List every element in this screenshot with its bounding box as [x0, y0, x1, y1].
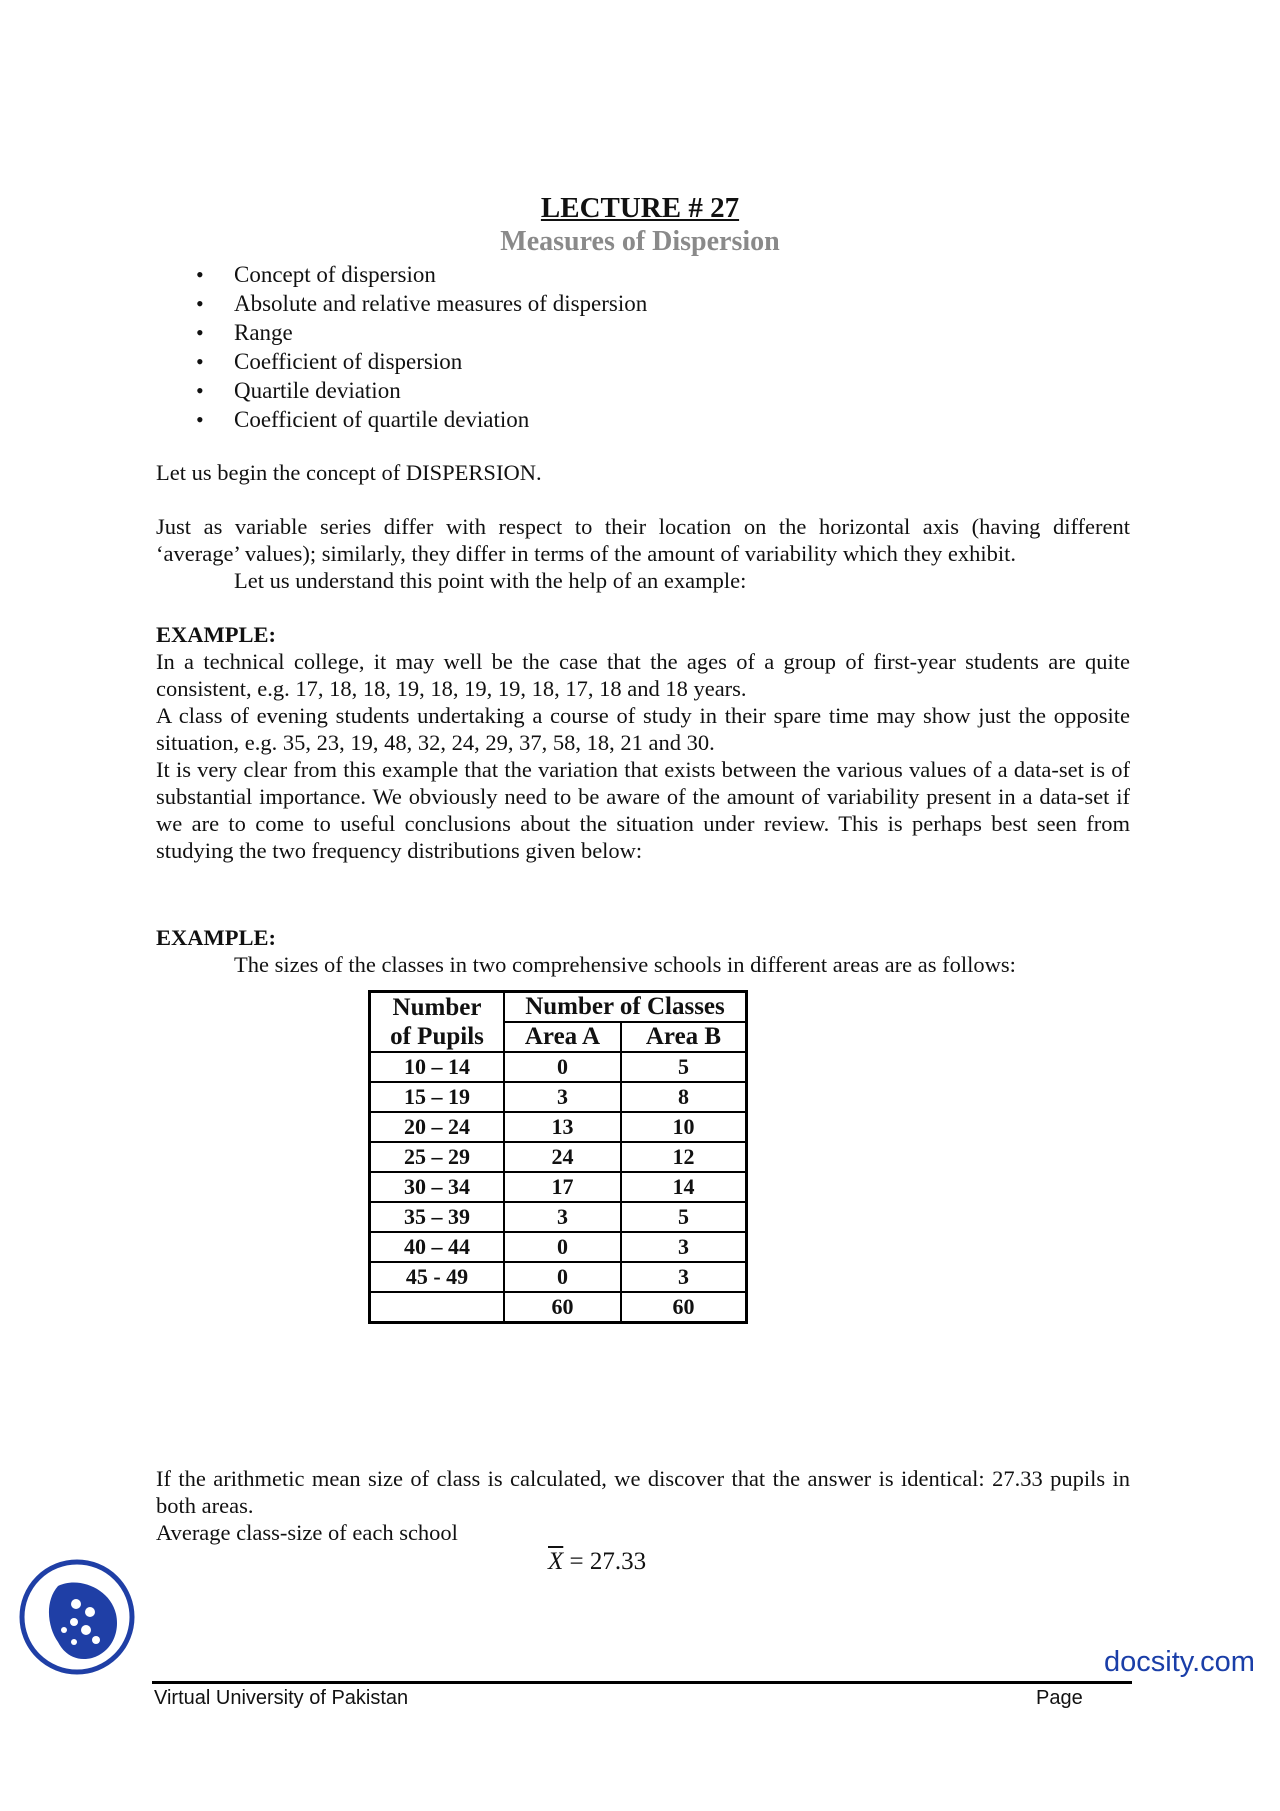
x-bar-symbol: $\overline{X}$	[548, 1548, 564, 1575]
table-cell-a: 13	[504, 1112, 621, 1142]
table-row	[370, 1112, 747, 1142]
intro-paragraph: Let us begin the concept of DISPERSION.	[156, 460, 542, 485]
table-header-area-b: Area B	[621, 1022, 747, 1052]
table-cell-b: 5	[621, 1052, 747, 1082]
formula-value: = 27.33	[569, 1548, 647, 1575]
table-cell-b: 14	[621, 1172, 747, 1202]
table-cell-range: 20 – 24	[370, 1112, 505, 1142]
table-row	[370, 1262, 747, 1292]
example-text: The sizes of the classes in two comprehensive schools in different areas are as follows:	[234, 952, 1016, 977]
table-cell-total-label	[370, 1292, 505, 1323]
list-item: • Concept of dispersion	[196, 260, 647, 289]
example-heading: EXAMPLE:	[156, 925, 276, 950]
table-total-row	[370, 1292, 747, 1323]
table-cell-a: 3	[504, 1202, 621, 1232]
table-cell-range: 15 – 19	[370, 1082, 505, 1112]
table-cell-range: 40 – 44	[370, 1232, 505, 1262]
table-row	[370, 1082, 747, 1112]
frequency-table	[368, 990, 748, 1324]
example-heading: EXAMPLE:	[156, 622, 276, 647]
table-cell-range: 25 – 29	[370, 1142, 505, 1172]
table-cell-a: 3	[504, 1082, 621, 1112]
table-row	[370, 1052, 747, 1082]
table-cell-a: 0	[504, 1232, 621, 1262]
topic-list	[196, 260, 647, 434]
table-header-area-a: Area A	[504, 1022, 621, 1052]
list-item: • Absolute and relative measures of dispersion	[196, 289, 647, 318]
mean-formula	[548, 1548, 646, 1576]
paragraph-line: Just as variable series differ with respect to their location on the horizontal axis (having different	[156, 514, 1130, 539]
header-line: Number	[392, 994, 482, 1021]
table-cell-b: 8	[621, 1082, 747, 1112]
table-cell-b: 10	[621, 1112, 747, 1142]
footer-left-text: Virtual University of Pakistan	[154, 1687, 409, 1709]
list-item: • Coefficient of quartile deviation	[196, 405, 647, 434]
footer-divider	[152, 1681, 1132, 1684]
header-line: of Pupils	[390, 1023, 484, 1050]
table-row	[370, 1232, 747, 1262]
table-cell-range: 45 - 49	[370, 1262, 505, 1292]
table-header-classes: Number of Classes	[504, 992, 747, 1023]
table-cell-a: 24	[504, 1142, 621, 1172]
table-cell-a: 0	[504, 1052, 621, 1082]
example-1	[156, 621, 1130, 864]
conclusion-paragraph	[156, 1465, 1130, 1546]
university-logo-icon	[18, 1558, 136, 1676]
table-cell-range: 35 – 39	[370, 1202, 505, 1232]
table-cell-b: 3	[621, 1262, 747, 1292]
example-text: In a technical college, it may well be the case that the ages of a group of first-year students are quite consistent, e.g. 17, 18, 18, 19, 18, 19, 19, 18, 17, 18 and 18 years.	[156, 649, 1130, 701]
table-cell-a: 17	[504, 1172, 621, 1202]
list-item: • Range	[196, 318, 647, 347]
example-text: It is very clear from this example that the variation that exists between the various values of a data-set is of substantial importance. We obviously need to be aware of the amount of variability present in a data-set if we are to come to useful conclusions about the situation under review. This is perhaps best seen from studying the two frequency distributions given below:	[156, 757, 1130, 863]
lecture-subtitle: Measures of Dispersion	[500, 226, 780, 257]
paragraph-line: ‘average’ values); similarly, they differ in terms of the amount of variability which they exhibit.	[156, 541, 1016, 566]
average-label: Average class-size of each school	[156, 1520, 458, 1545]
table-cell-total-a: 60	[504, 1292, 621, 1323]
conclusion-text: If the arithmetic mean size of class is calculated, we discover that the answer is identical: 27.33 pupils in both areas.	[156, 1466, 1130, 1518]
paragraph-line: Let us understand this point with the help of an example:	[234, 568, 747, 593]
table-cell-total-b: 60	[621, 1292, 747, 1323]
table-row	[370, 1142, 747, 1172]
table-row	[370, 1172, 747, 1202]
table-header-pupils	[370, 992, 505, 1053]
variability-paragraph	[156, 513, 1130, 594]
list-item: • Quartile deviation	[196, 376, 647, 405]
table-cell-range: 30 – 34	[370, 1172, 505, 1202]
table-cell-range: 10 – 14	[370, 1052, 505, 1082]
example-text: A class of evening students undertaking a course of study in their spare time may show just the opposite situation, e.g. 35, 23, 19, 48, 32, 24, 29, 37, 58, 18, 21 and 30.	[156, 703, 1130, 755]
table-cell-b: 5	[621, 1202, 747, 1232]
footer-page-label: Page	[1036, 1687, 1083, 1709]
table-cell-a: 0	[504, 1262, 621, 1292]
docsity-brand[interactable]: docsity.com	[1104, 1646, 1255, 1678]
table-row	[370, 1202, 747, 1232]
table-cell-b: 12	[621, 1142, 747, 1172]
example-2	[156, 924, 1130, 978]
list-item: • Coefficient of dispersion	[196, 347, 647, 376]
lecture-title: LECTURE # 27	[540, 192, 740, 224]
table-cell-b: 3	[621, 1232, 747, 1262]
